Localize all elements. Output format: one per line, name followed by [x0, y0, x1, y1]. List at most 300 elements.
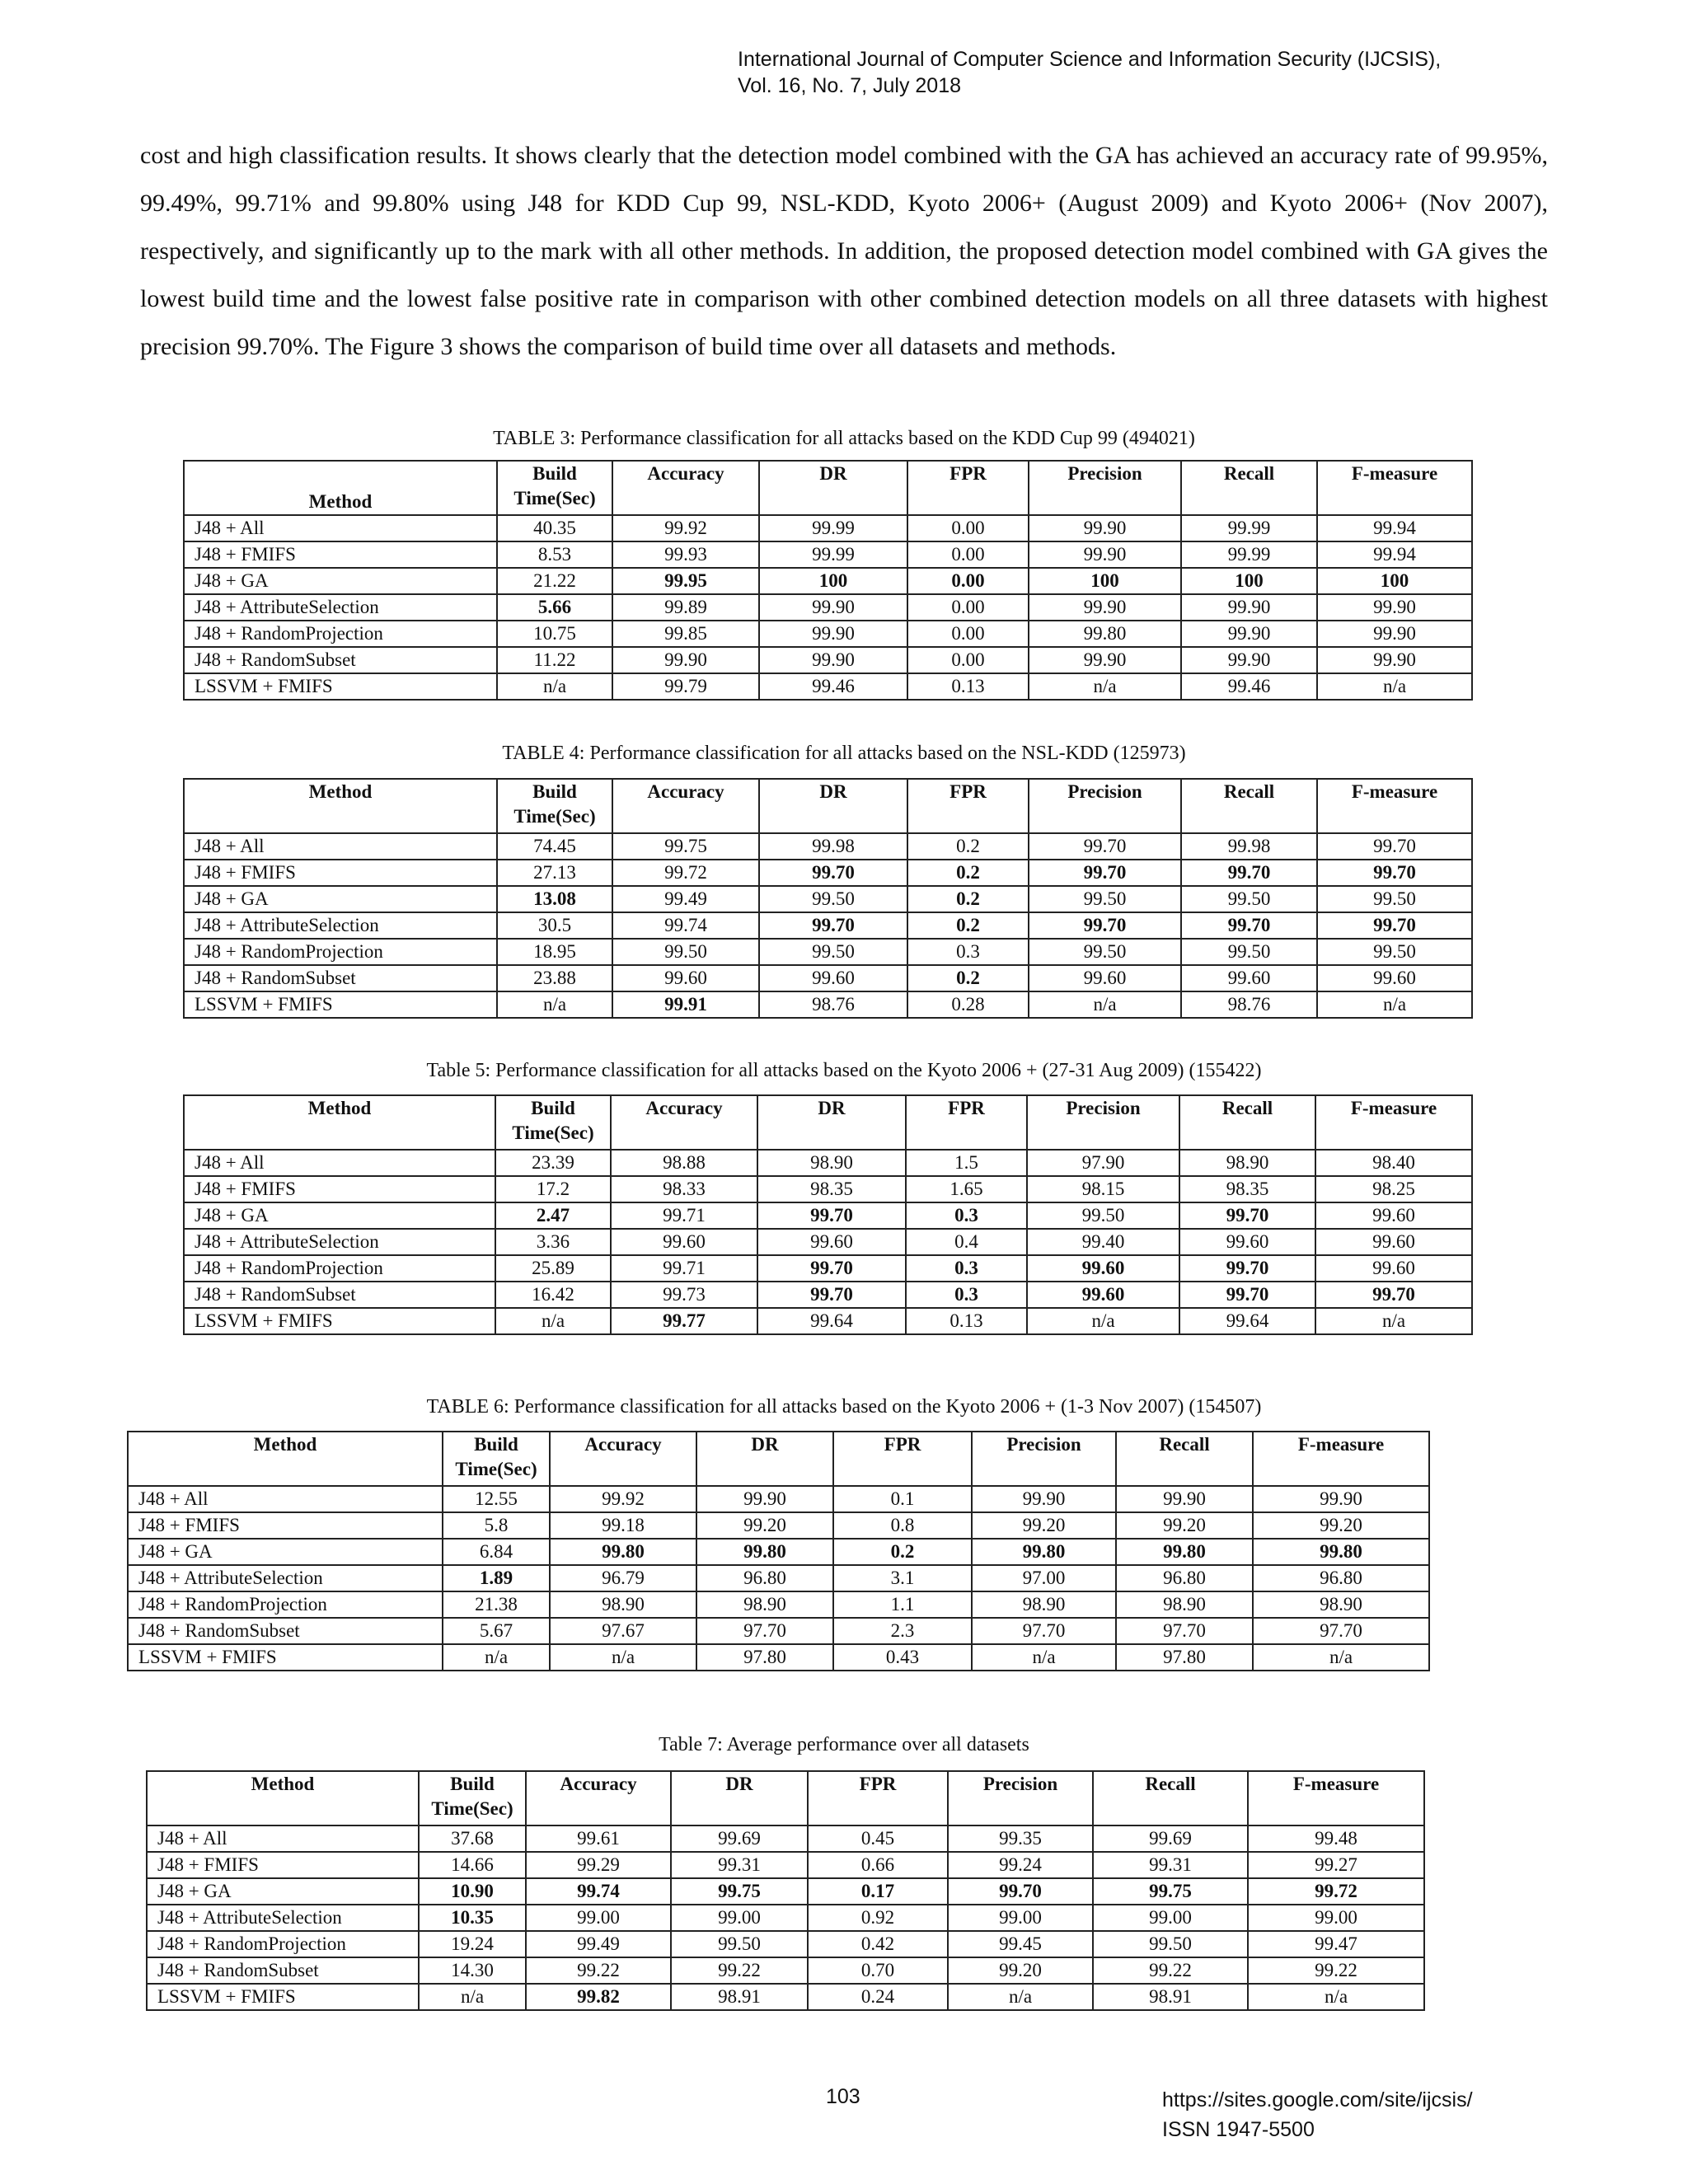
cell-build-time: 8.53: [497, 541, 612, 568]
cell-build-time: 12.55: [443, 1486, 550, 1512]
cell-fpr: 0.1: [833, 1486, 972, 1512]
cell-f-measure: 99.48: [1248, 1825, 1424, 1852]
cell-f-measure: 99.60: [1315, 1255, 1472, 1282]
cell-recall: 99.75: [1093, 1878, 1248, 1905]
cell-recall: 99.46: [1181, 673, 1317, 700]
cell-recall: 99.70: [1179, 1282, 1315, 1308]
cell-build-time: 27.13: [497, 860, 612, 886]
cell-build-time: 74.45: [497, 833, 612, 860]
cell-recall: 99.70: [1179, 1255, 1315, 1282]
cell-precision: 99.90: [972, 1486, 1116, 1512]
column-header-fpr: FPR: [907, 461, 1029, 515]
cell-dr: 97.80: [696, 1644, 833, 1671]
table-row: [184, 886, 1472, 912]
cell-dr: 99.70: [759, 860, 907, 886]
cell-fpr: 0.2: [907, 833, 1029, 860]
cell-precision: 98.15: [1027, 1176, 1179, 1202]
cell-dr: 99.69: [671, 1825, 808, 1852]
cell-precision: 99.90: [1029, 594, 1181, 621]
cell-dr: 99.75: [671, 1878, 808, 1905]
cell-accuracy: 99.74: [612, 912, 759, 939]
cell-f-measure: 99.90: [1253, 1486, 1429, 1512]
cell-f-measure: 98.25: [1315, 1176, 1472, 1202]
footer-url: https://sites.google.com/site/ijcsis/: [1162, 2088, 1473, 2111]
cell-f-measure: 99.50: [1317, 886, 1472, 912]
cell-method: J48 + All: [128, 1486, 443, 1512]
cell-accuracy: 99.50: [612, 939, 759, 965]
cell-dr: 99.90: [696, 1486, 833, 1512]
cell-recall: 98.35: [1179, 1176, 1315, 1202]
table-row: [184, 965, 1472, 991]
cell-build-time: 23.88: [497, 965, 612, 991]
cell-dr: 99.70: [757, 1202, 906, 1229]
results-table: [183, 460, 1473, 701]
cell-precision: 99.90: [1029, 541, 1181, 568]
cell-f-measure: 100: [1317, 568, 1472, 594]
cell-recall: 99.80: [1116, 1539, 1253, 1565]
cell-fpr: 1.65: [906, 1176, 1027, 1202]
column-header-dr: DR: [759, 461, 907, 515]
table-row: [184, 991, 1472, 1018]
cell-recall: 99.90: [1181, 621, 1317, 647]
table-row: [184, 515, 1472, 541]
cell-recall: 99.50: [1181, 886, 1317, 912]
cell-precision: 100: [1029, 568, 1181, 594]
cell-dr: 99.64: [757, 1308, 906, 1334]
cell-build-time: 40.35: [497, 515, 612, 541]
cell-fpr: 0.00: [907, 541, 1029, 568]
cell-accuracy: 99.49: [526, 1931, 671, 1957]
cell-f-measure: 99.94: [1317, 515, 1472, 541]
table-header-row: [184, 1095, 1472, 1150]
column-header-accuracy: Accuracy: [526, 1771, 671, 1825]
cell-build-time: n/a: [443, 1644, 550, 1671]
cell-dr: 99.22: [671, 1957, 808, 1984]
cell-f-measure: 99.60: [1315, 1202, 1472, 1229]
cell-method: J48 + AttributeSelection: [184, 594, 497, 621]
cell-accuracy: 99.75: [612, 833, 759, 860]
column-header-precision: Precision: [1029, 779, 1181, 833]
column-header-recall: Recall: [1093, 1771, 1248, 1825]
cell-accuracy: 99.60: [612, 965, 759, 991]
cell-precision: 99.70: [1029, 860, 1181, 886]
cell-f-measure: 99.22: [1248, 1957, 1424, 1984]
cell-precision: 97.00: [972, 1565, 1116, 1591]
column-header-f-measure: F-measure: [1317, 779, 1472, 833]
column-header-recall: Recall: [1116, 1432, 1253, 1486]
cell-f-measure: 99.50: [1317, 939, 1472, 965]
cell-precision: 99.60: [1027, 1255, 1179, 1282]
cell-build-time: 2.47: [495, 1202, 611, 1229]
cell-fpr: 0.00: [907, 647, 1029, 673]
column-header-fpr: FPR: [833, 1432, 972, 1486]
column-header-accuracy: Accuracy: [612, 779, 759, 833]
cell-accuracy: 99.85: [612, 621, 759, 647]
cell-precision: 97.90: [1027, 1150, 1179, 1176]
cell-method: J48 + AttributeSelection: [147, 1905, 419, 1931]
table-row: [184, 621, 1472, 647]
column-header-precision: Precision: [948, 1771, 1093, 1825]
cell-fpr: 0.43: [833, 1644, 972, 1671]
column-header-dr: DR: [759, 779, 907, 833]
column-header-method: Method: [147, 1771, 419, 1825]
cell-accuracy: 99.95: [612, 568, 759, 594]
cell-accuracy: 99.80: [550, 1539, 696, 1565]
cell-accuracy: 99.00: [526, 1905, 671, 1931]
column-header-accuracy: Accuracy: [611, 1095, 757, 1150]
table-row: [128, 1512, 1429, 1539]
cell-build-time: 10.35: [419, 1905, 526, 1931]
cell-build-time: 17.2: [495, 1176, 611, 1202]
cell-accuracy: 99.71: [611, 1202, 757, 1229]
column-header-f-measure: F-measure: [1248, 1771, 1424, 1825]
cell-method: J48 + GA: [184, 568, 497, 594]
cell-dr: 99.90: [759, 647, 907, 673]
cell-recall: 96.80: [1116, 1565, 1253, 1591]
cell-f-measure: 99.94: [1317, 541, 1472, 568]
cell-recall: 99.50: [1093, 1931, 1248, 1957]
cell-recall: 98.76: [1181, 991, 1317, 1018]
body-paragraph: cost and high classification results. It shows clearly that the detection model combined with the GA has achieved an accuracy rate of 99.95%, 99.49%, 99.71% and 99.80% using J48 for KDD Cup 99, NSL-KDD, Kyoto 2006+ (August 2009) and Kyoto 2006+ (Nov 2007), respectively, and significantly up to the mark with all other methods. In addition, the proposed detection model combined with GA gives the lowest build time and the lowest false positive rate in comparison with other combined detection models on all three datasets with highest precision 99.70%. The Figure 3 shows the comparison of build time over all datasets and methods.: [140, 142, 1548, 360]
cell-fpr: 3.1: [833, 1565, 972, 1591]
journal-volume: Vol. 16, No. 7, July 2018: [738, 74, 962, 97]
cell-fpr: 1.1: [833, 1591, 972, 1618]
table-caption: TABLE 3: Performance classification for all attacks based on the KDD Cup 99 (494021): [493, 428, 1195, 449]
cell-dr: 99.50: [759, 939, 907, 965]
table-row: [184, 568, 1472, 594]
cell-f-measure: n/a: [1315, 1308, 1472, 1334]
cell-recall: 99.60: [1181, 965, 1317, 991]
cell-f-measure: 99.70: [1317, 912, 1472, 939]
table-row: [184, 541, 1472, 568]
cell-method: LSSVM + FMIFS: [147, 1984, 419, 2010]
cell-recall: 98.91: [1093, 1984, 1248, 2010]
cell-precision: 99.50: [1027, 1202, 1179, 1229]
journal-header: [738, 46, 1441, 99]
cell-f-measure: 99.90: [1317, 621, 1472, 647]
cell-precision: 99.60: [1027, 1282, 1179, 1308]
cell-precision: 99.45: [948, 1931, 1093, 1957]
cell-precision: 99.50: [1029, 939, 1181, 965]
cell-method: J48 + RandomSubset: [184, 965, 497, 991]
cell-dr: 100: [759, 568, 907, 594]
column-header-accuracy: Accuracy: [612, 461, 759, 515]
table-row: [184, 912, 1472, 939]
cell-dr: 99.90: [759, 621, 907, 647]
column-header-f-measure: F-measure: [1315, 1095, 1472, 1150]
table-row: [184, 860, 1472, 886]
cell-precision: 99.70: [948, 1878, 1093, 1905]
cell-accuracy: 99.73: [611, 1282, 757, 1308]
cell-recall: 99.90: [1181, 594, 1317, 621]
cell-f-measure: 99.72: [1248, 1878, 1424, 1905]
cell-accuracy: 99.61: [526, 1825, 671, 1852]
table-header-row: [147, 1771, 1424, 1825]
cell-dr: 98.90: [757, 1150, 906, 1176]
cell-accuracy: 99.90: [612, 647, 759, 673]
cell-fpr: 0.28: [907, 991, 1029, 1018]
cell-f-measure: 99.00: [1248, 1905, 1424, 1931]
cell-recall: 99.22: [1093, 1957, 1248, 1984]
cell-recall: 99.70: [1181, 912, 1317, 939]
cell-fpr: 0.00: [907, 594, 1029, 621]
cell-build-time: 11.22: [497, 647, 612, 673]
column-header-method: Method: [184, 779, 497, 833]
results-table: [183, 1094, 1473, 1335]
cell-fpr: 2.3: [833, 1618, 972, 1644]
cell-method: J48 + All: [184, 1150, 495, 1176]
cell-method: J48 + RandomSubset: [184, 647, 497, 673]
table-row: [184, 1202, 1472, 1229]
cell-method: LSSVM + FMIFS: [128, 1644, 443, 1671]
cell-f-measure: 98.90: [1253, 1591, 1429, 1618]
cell-f-measure: n/a: [1317, 991, 1472, 1018]
cell-fpr: 0.3: [906, 1202, 1027, 1229]
cell-dr: 99.98: [759, 833, 907, 860]
table-caption: TABLE 4: Performance classification for all attacks based on the NSL-KDD (125973): [502, 743, 1186, 764]
table-row: [128, 1565, 1429, 1591]
cell-method: J48 + All: [184, 833, 497, 860]
column-header-fpr: FPR: [906, 1095, 1027, 1150]
table-row: [128, 1644, 1429, 1671]
cell-recall: 99.00: [1093, 1905, 1248, 1931]
table-row: [184, 1282, 1472, 1308]
cell-build-time: 21.38: [443, 1591, 550, 1618]
cell-f-measure: 99.70: [1317, 860, 1472, 886]
cell-dr: 99.70: [757, 1255, 906, 1282]
cell-fpr: 0.45: [808, 1825, 948, 1852]
cell-build-time: 23.39: [495, 1150, 611, 1176]
cell-accuracy: 99.82: [526, 1984, 671, 2010]
column-header-method: Method: [128, 1432, 443, 1486]
cell-recall: 99.99: [1181, 541, 1317, 568]
cell-accuracy: 99.74: [526, 1878, 671, 1905]
cell-fpr: 1.5: [906, 1150, 1027, 1176]
cell-accuracy: 99.91: [612, 991, 759, 1018]
cell-precision: 99.00: [948, 1905, 1093, 1931]
cell-fpr: 0.00: [907, 568, 1029, 594]
footer-info: [1162, 2085, 1473, 2144]
cell-recall: 99.69: [1093, 1825, 1248, 1852]
cell-method: J48 + RandomProjection: [128, 1591, 443, 1618]
cell-build-time: 21.22: [497, 568, 612, 594]
cell-build-time: n/a: [495, 1308, 611, 1334]
cell-accuracy: 97.67: [550, 1618, 696, 1644]
cell-dr: 99.00: [671, 1905, 808, 1931]
table-row: [128, 1539, 1429, 1565]
cell-method: J48 + GA: [184, 1202, 495, 1229]
cell-dr: 99.31: [671, 1852, 808, 1878]
cell-method: J48 + RandomProjection: [184, 621, 497, 647]
cell-fpr: 0.13: [907, 673, 1029, 700]
cell-method: J48 + FMIFS: [184, 860, 497, 886]
cell-fpr: 0.8: [833, 1512, 972, 1539]
cell-precision: 99.80: [972, 1539, 1116, 1565]
cell-f-measure: 99.60: [1317, 965, 1472, 991]
cell-fpr: 0.13: [906, 1308, 1027, 1334]
cell-fpr: 0.2: [907, 886, 1029, 912]
cell-fpr: 0.3: [906, 1255, 1027, 1282]
cell-recall: 99.90: [1116, 1486, 1253, 1512]
cell-build-time: n/a: [497, 673, 612, 700]
cell-build-time: 19.24: [419, 1931, 526, 1957]
cell-build-time: 10.90: [419, 1878, 526, 1905]
column-header-precision: Precision: [1029, 461, 1181, 515]
cell-recall: 99.99: [1181, 515, 1317, 541]
table-header-row: [184, 461, 1472, 515]
table-row: [184, 1255, 1472, 1282]
cell-recall: 99.60: [1179, 1229, 1315, 1255]
cell-method: J48 + FMIFS: [128, 1512, 443, 1539]
cell-method: J48 + RandomProjection: [184, 939, 497, 965]
cell-recall: 99.20: [1116, 1512, 1253, 1539]
cell-precision: 99.60: [1029, 965, 1181, 991]
cell-recall: 99.98: [1181, 833, 1317, 860]
cell-precision: n/a: [1029, 673, 1181, 700]
cell-f-measure: 99.90: [1317, 594, 1472, 621]
table-row: [128, 1618, 1429, 1644]
cell-accuracy: 98.33: [611, 1176, 757, 1202]
cell-accuracy: 96.79: [550, 1565, 696, 1591]
cell-method: J48 + AttributeSelection: [184, 1229, 495, 1255]
cell-build-time: 5.66: [497, 594, 612, 621]
results-table: [146, 1770, 1425, 2011]
cell-method: J48 + All: [147, 1825, 419, 1852]
cell-recall: 99.64: [1179, 1308, 1315, 1334]
cell-f-measure: 99.90: [1317, 647, 1472, 673]
cell-method: J48 + RandomProjection: [184, 1255, 495, 1282]
cell-precision: 99.24: [948, 1852, 1093, 1878]
column-header-build-time: Build Time(Sec): [495, 1095, 611, 1150]
cell-recall: 100: [1181, 568, 1317, 594]
cell-method: J48 + All: [184, 515, 497, 541]
table-row: [184, 673, 1472, 700]
cell-method: LSSVM + FMIFS: [184, 1308, 495, 1334]
table-row: [184, 1308, 1472, 1334]
cell-f-measure: 99.60: [1315, 1229, 1472, 1255]
cell-recall: 97.80: [1116, 1644, 1253, 1671]
cell-accuracy: 99.29: [526, 1852, 671, 1878]
cell-fpr: 0.2: [907, 912, 1029, 939]
cell-fpr: 0.00: [907, 621, 1029, 647]
table-caption: Table 7: Average performance over all datasets: [659, 1734, 1029, 1755]
column-header-dr: DR: [757, 1095, 906, 1150]
cell-precision: 99.50: [1029, 886, 1181, 912]
cell-method: J48 + AttributeSelection: [128, 1565, 443, 1591]
cell-dr: 99.46: [759, 673, 907, 700]
cell-precision: 99.70: [1029, 912, 1181, 939]
cell-method: LSSVM + FMIFS: [184, 673, 497, 700]
cell-accuracy: 99.92: [612, 515, 759, 541]
cell-dr: 99.20: [696, 1512, 833, 1539]
page-number: 103: [826, 2085, 860, 2108]
table-row: [147, 1825, 1424, 1852]
table-header-row: [128, 1432, 1429, 1486]
cell-dr: 98.35: [757, 1176, 906, 1202]
cell-build-time: 16.42: [495, 1282, 611, 1308]
results-table: [127, 1431, 1430, 1671]
cell-fpr: 0.17: [808, 1878, 948, 1905]
cell-recall: 99.70: [1179, 1202, 1315, 1229]
cell-dr: 99.99: [759, 541, 907, 568]
cell-f-measure: n/a: [1253, 1644, 1429, 1671]
table-row: [184, 833, 1472, 860]
cell-accuracy: 99.79: [612, 673, 759, 700]
cell-accuracy: 98.90: [550, 1591, 696, 1618]
cell-build-time: 30.5: [497, 912, 612, 939]
table-row: [128, 1591, 1429, 1618]
column-header-accuracy: Accuracy: [550, 1432, 696, 1486]
cell-fpr: 0.24: [808, 1984, 948, 2010]
cell-precision: n/a: [972, 1644, 1116, 1671]
cell-precision: n/a: [1027, 1308, 1179, 1334]
cell-fpr: 0.2: [833, 1539, 972, 1565]
cell-method: J48 + GA: [128, 1539, 443, 1565]
cell-dr: 98.90: [696, 1591, 833, 1618]
cell-build-time: 10.75: [497, 621, 612, 647]
cell-precision: 99.90: [1029, 515, 1181, 541]
cell-build-time: 5.8: [443, 1512, 550, 1539]
cell-dr: 98.91: [671, 1984, 808, 2010]
cell-f-measure: 99.80: [1253, 1539, 1429, 1565]
table-row: [147, 1931, 1424, 1957]
cell-dr: 96.80: [696, 1565, 833, 1591]
cell-fpr: 0.42: [808, 1931, 948, 1957]
column-header-recall: Recall: [1181, 461, 1317, 515]
cell-precision: 99.20: [972, 1512, 1116, 1539]
column-header-build-time: Build Time(Sec): [497, 461, 612, 515]
column-header-method: Method: [184, 1095, 495, 1150]
cell-f-measure: 99.20: [1253, 1512, 1429, 1539]
cell-accuracy: 99.18: [550, 1512, 696, 1539]
cell-precision: 98.90: [972, 1591, 1116, 1618]
cell-accuracy: 98.88: [611, 1150, 757, 1176]
cell-method: J48 + RandomSubset: [147, 1957, 419, 1984]
cell-f-measure: 97.70: [1253, 1618, 1429, 1644]
cell-accuracy: 99.22: [526, 1957, 671, 1984]
cell-precision: n/a: [948, 1984, 1093, 2010]
cell-method: J48 + RandomSubset: [128, 1618, 443, 1644]
footer-issn: ISSN 1947-5500: [1162, 2118, 1315, 2141]
cell-recall: 97.70: [1116, 1618, 1253, 1644]
cell-accuracy: 99.72: [612, 860, 759, 886]
table-row: [184, 647, 1472, 673]
column-header-fpr: FPR: [907, 779, 1029, 833]
cell-method: J48 + FMIFS: [184, 1176, 495, 1202]
cell-method: J48 + AttributeSelection: [184, 912, 497, 939]
cell-precision: 99.40: [1027, 1229, 1179, 1255]
cell-f-measure: 99.70: [1317, 833, 1472, 860]
table-caption: Table 5: Performance classification for all attacks based on the Kyoto 2006 + (27-31 Aug 2009) (155422): [426, 1060, 1262, 1081]
cell-precision: 99.20: [948, 1957, 1093, 1984]
cell-f-measure: 96.80: [1253, 1565, 1429, 1591]
cell-dr: 98.76: [759, 991, 907, 1018]
column-header-fpr: FPR: [808, 1771, 948, 1825]
table-row: [128, 1486, 1429, 1512]
cell-dr: 99.70: [757, 1282, 906, 1308]
cell-accuracy: 99.92: [550, 1486, 696, 1512]
table-row: [147, 1957, 1424, 1984]
cell-dr: 97.70: [696, 1618, 833, 1644]
cell-precision: 99.80: [1029, 621, 1181, 647]
cell-build-time: 14.66: [419, 1852, 526, 1878]
cell-build-time: 5.67: [443, 1618, 550, 1644]
column-header-build-time: Build Time(Sec): [419, 1771, 526, 1825]
cell-precision: 99.35: [948, 1825, 1093, 1852]
table-caption: TABLE 6: Performance classification for all attacks based on the Kyoto 2006 + (1-3 Nov 2007) (154507): [426, 1396, 1262, 1418]
cell-accuracy: 99.93: [612, 541, 759, 568]
column-header-build-time: Build Time(Sec): [497, 779, 612, 833]
